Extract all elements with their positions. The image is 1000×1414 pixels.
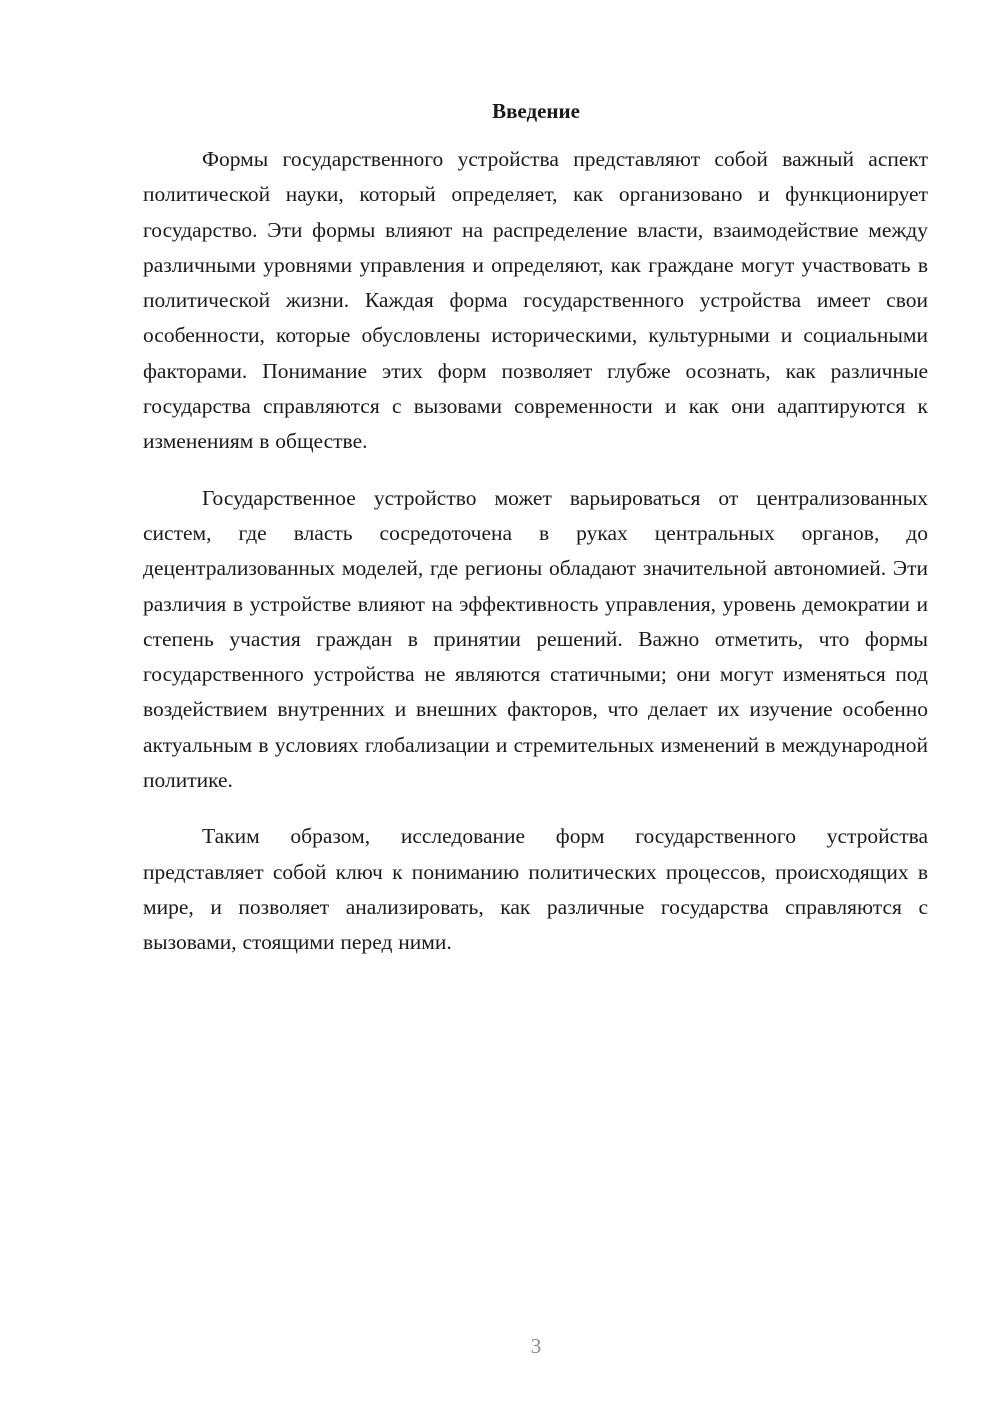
paragraph-1: Формы государственного устройства представляют собой важный аспект политической науки, который определяет, как организовано и функционирует государство. Эти формы влияют на распределение власти, взаимодействие между различными уровнями управления и определяют, как граждане могут участвовать в политической жизни. Каждая форма государственного устройства имеет свои особенности, которые обусловлены историческими, культурными и социальными факторами. Понимание этих форм позволяет глубже осознать, как различные государства справляются с вызовами современности и как они адаптируются к изменениям в обществе. <box>143 147 928 454</box>
page-number: 3 <box>530 1334 542 1358</box>
section-heading: Введение <box>492 99 580 123</box>
paragraph-2: Государственное устройство может варьироваться от централизованных систем, где власть сосредоточена в руках центральных органов, до децентрализованных моделей, где регионы обладают значительной автономией. Эти различия в устройстве влияют на эффективность управления, уровень демократии и степень участия граждан в принятии решений. Важно отметить, что формы государственного устройства не являются статичными; они могут изменяться под воздействием внутренних и внешних факторов, что делает их изучение особенно актуальным в условиях глобализации и стремительных изменений в международной политике. <box>143 485 928 793</box>
body-text <box>143 142 928 982</box>
paragraph-3: Таким образом, исследование форм государственного устройства представляет собой ключ к пониманию политических процессов, происходящих в мире, и позволяет анализировать, как различные государства справляются с вызовами, стоящими перед ними. <box>143 824 928 955</box>
